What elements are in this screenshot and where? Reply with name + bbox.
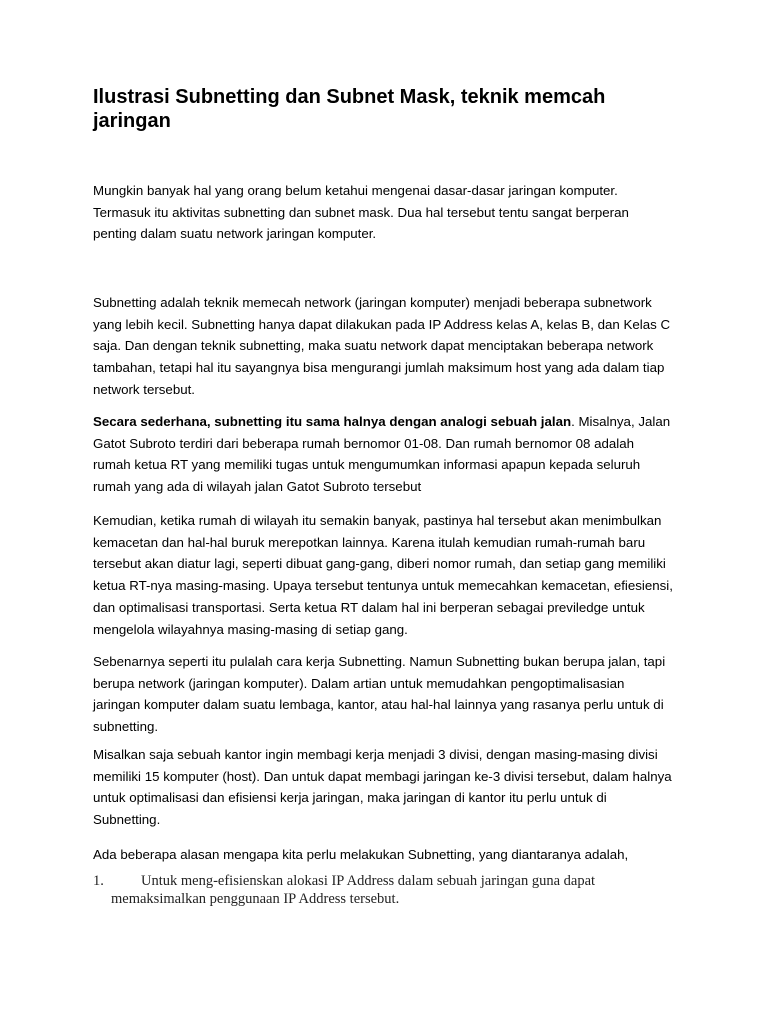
list-item-continuation: memaksimalkan penggunaan IP Address tersebut. bbox=[111, 891, 400, 907]
list-number: 1. bbox=[93, 873, 104, 889]
list-item-first-line bbox=[93, 872, 673, 890]
document-title: Ilustrasi Subnetting dan Subnet Mask, teknik memcah jaringan bbox=[93, 86, 606, 132]
paragraph-how-subnetting-works: Sebenarnya seperti itu pulalah cara kerja Subnetting. Namun Subnetting bukan berupa jalan, tapi berupa network (jaringan komputer). Dalam artian untuk memudahkan pengoptimalisasian jaringan komputer dalam suatu lembaga, kantor, atau hal-hal lainnya yang rasanya perlu untuk di subnetting. bbox=[93, 654, 666, 735]
list-item-text: Untuk meng-efisienskan alokasi IP Address dalam sebuah jaringan guna dapat bbox=[141, 873, 596, 889]
paragraph-road-analogy bbox=[93, 411, 673, 498]
paragraph-congestion: Kemudian, ketika rumah di wilayah itu semakin banyak, pastinya hal tersebut akan menimbulkan kemacetan dan hal-hal buruk merepotkan lainnya. Karena itulah kemudian rumah-rumah baru tersebut akan diatur lagi, seperti dibuat gang-gang, diberi nomor rumah, dan setiap gang memiliki ketua RT-nya masing-masing. Upaya tersebut tentunya untuk memecahkan kemacetan, efiesiensi, dan optimalisasi transportasi. Serta ketua RT dalam hal ini berperan sebagai previledge untuk mengelola wilayahnya masing-masing di setiap gang. bbox=[93, 513, 673, 637]
paragraph-subnetting-definition: Subnetting adalah teknik memecah network (jaringan komputer) menjadi beberapa subnetwork yang lebih kecil. Subnetting hanya dapat dilakukan pada IP Address kelas A, kelas B, dan Kelas C saja. Dan dengan teknik subnetting, maka suatu network dapat menciptakan beberapa network tambahan, tetapi hal itu sayangnya bisa mengurangi jumlah maksimum host yang ada dalam tiap network tersebut. bbox=[93, 295, 671, 397]
paragraph-reasons-intro: Ada beberapa alasan mengapa kita perlu melakukan Subnetting, yang diantaranya adalah, bbox=[93, 847, 629, 862]
paragraph-road-analogy-text: . Misalnya, Jalan Gatot Subroto terdiri dari beberapa rumah bernomor 01-08. Dan rumah bernomor 08 adalah rumah ketua RT yang memiliki tugas untuk mengumumkan informasi apapun kepada seluruh rumah yang ada di wilayah jalan Gatot Subroto tersebut bbox=[93, 414, 671, 495]
bold-lead-sentence: Secara sederhana, subnetting itu sama halnya dengan analogi sebuah jalan bbox=[93, 414, 572, 429]
list-item bbox=[93, 872, 673, 908]
paragraph-office-example: Misalkan saja sebuah kantor ingin membagi kerja menjadi 3 divisi, dengan masing-masing divisi memiliki 15 komputer (host). Dan untuk dapat membagi jaringan ke-3 divisi tersebut, dalam halnya untuk optimalisasi dan efisiensi kerja jaringan, maka jaringan di kantor itu perlu untuk di Subnetting. bbox=[93, 747, 672, 828]
paragraph-intro: Mungkin banyak hal yang orang belum ketahui mengenai dasar-dasar jaringan komputer. Termasuk itu aktivitas subnetting dan subnet mask. Dua hal tersebut tentu sangat berperan penting dalam suatu network jaringan komputer. bbox=[93, 183, 629, 242]
